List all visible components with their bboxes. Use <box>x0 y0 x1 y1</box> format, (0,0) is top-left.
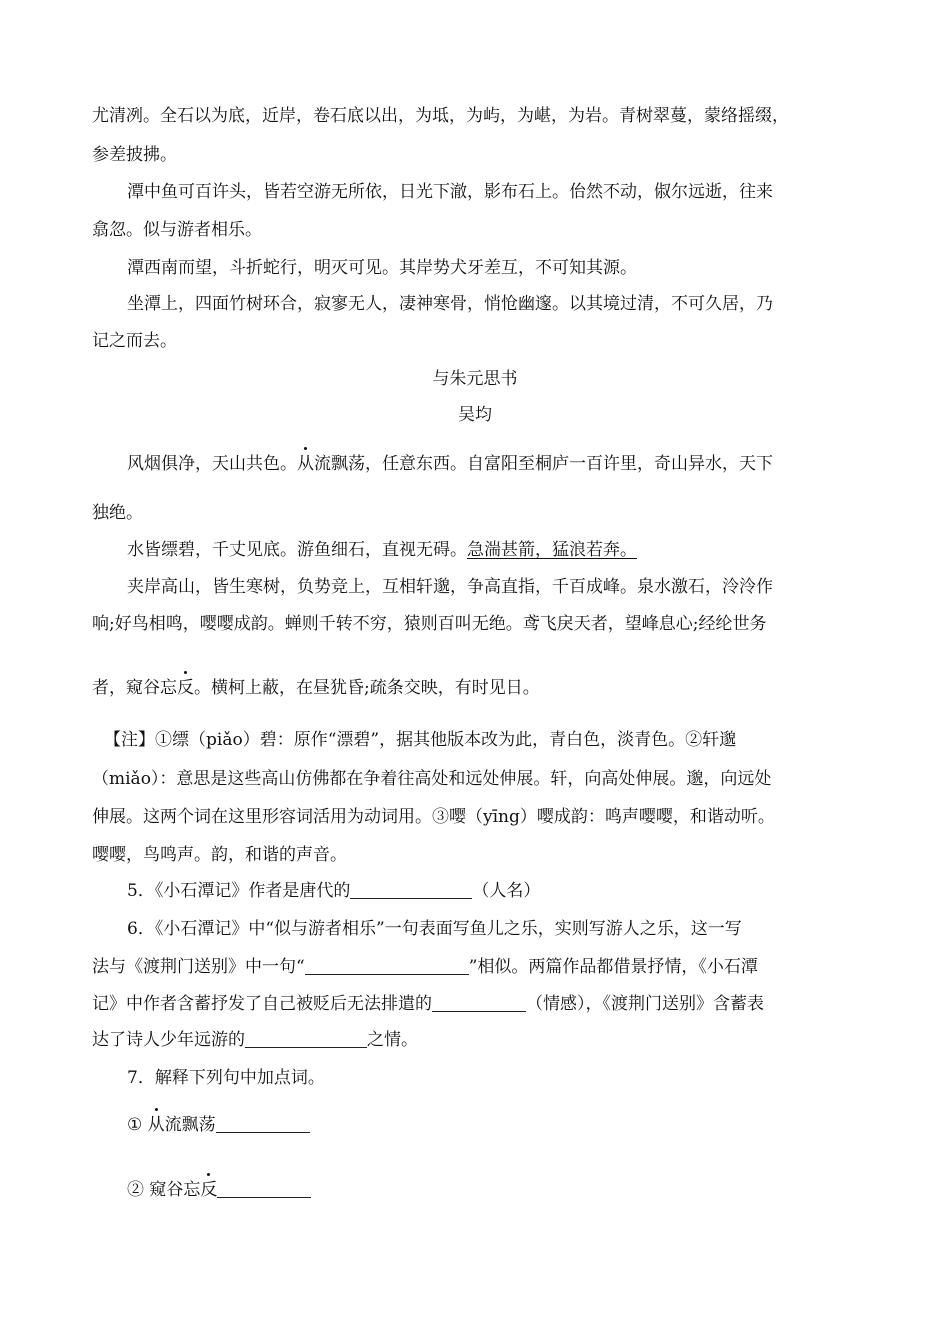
question-5 <box>127 879 540 903</box>
dotted-word: 从 <box>297 454 314 474</box>
dotted-word: 反 <box>177 678 194 698</box>
answer-blank[interactable] <box>305 956 469 975</box>
xiaoshitan-p4-line1: 坐潭上，四面竹树环合，寂寥无人，凄神寒骨，悄怆幽邃。以其境过清，不可久居，乃 <box>127 294 773 314</box>
answer-blank[interactable] <box>217 1179 311 1198</box>
text-segment: 流飘荡，任意东西。自富阳至桐庐一百许里，奇山异水，天下 <box>314 454 773 474</box>
note-line1: 【注】①缥（piǎo）碧：原作“漂碧”，据其他版本改为此，青白色，淡青色。②轩邈 <box>104 730 737 750</box>
answer-blank[interactable] <box>245 1029 367 1048</box>
xiaoshitan-p2-line1: 潭中鱼可百许头，皆若空游无所依，日光下澈，影布石上。佁然不动，俶尔远逝，往来 <box>127 182 773 202</box>
dotted-word: 反 <box>200 1180 218 1200</box>
underlined-sentence: 急湍甚箭，猛浪若奔。 <box>467 540 637 560</box>
yuzhu-p3-line2: 响;好鸟相鸣，嘤嘤成韵。蝉则千转不穷，猿则百叫无绝。鸢飞戾天者，望峰息心;经纶世务 <box>92 614 767 634</box>
text-segment: 。横柯上蔽，在昼犹昏;疏条交映，有时见日。 <box>194 678 540 698</box>
question-7: 7．解释下列句中加点词。 <box>127 1068 325 1088</box>
question-6-line1: 6．《小石潭记》中“似与游者相乐”一句表面写鱼儿之乐，实则写游人之乐，这一写 <box>127 919 742 939</box>
item-number: ② <box>127 1180 144 1200</box>
text-segment: 法与《渡荆门送别》中一句“ <box>92 957 305 977</box>
answer-blank[interactable] <box>432 993 526 1012</box>
answer-blank[interactable] <box>216 1114 310 1133</box>
question-7-item2 <box>127 1178 311 1202</box>
text-segment: 5．《小石潭记》作者是唐代的 <box>127 881 351 901</box>
text-segment: （人名） <box>472 881 541 901</box>
text-segment: 窥谷忘 <box>149 1180 201 1200</box>
xiaoshitan-p3: 潭西南而望，斗折蛇行，明灭可见。其岸势犬牙差互，不可知其源。 <box>127 258 637 278</box>
item-number: ① <box>127 1115 143 1135</box>
question-7-item1 <box>127 1113 310 1137</box>
essay-title: 与朱元思书 <box>432 369 518 389</box>
note-line2: （miǎo）：意思是这些高山仿佛都在争着往高处和远处伸展。轩，向高处伸展。邈，向远处 <box>92 769 772 789</box>
text-segment: 风烟俱净，天山共色。 <box>127 454 297 474</box>
text-segment: 达了诗人少年远游的 <box>92 1030 245 1050</box>
yuzhu-p3-line1: 夹岸高山，皆生寒树，负势竞上，互相轩邈，争高直指，千百成峰。泉水激石，泠泠作 <box>127 577 773 597</box>
xiaoshitan-p1-line1: 尤清冽。全石以为底，近岸，卷石底以出，为坻，为屿，为嵁，为岩。青树翠蔓，蒙络摇缀， <box>92 106 789 126</box>
question-6-line3 <box>92 992 764 1016</box>
question-6-line4 <box>92 1028 418 1052</box>
text-segment: ”相似。两篇作品都借景抒情，《小石潭 <box>468 957 758 977</box>
yuzhu-p1-line2: 独绝。 <box>92 503 143 523</box>
note-line4: 嘤嘤，鸟鸣声。韵，和谐的声音。 <box>92 845 347 865</box>
question-6-line2 <box>92 955 758 979</box>
xiaoshitan-p4-line2: 记之而去。 <box>92 331 177 351</box>
text-segment: 之情。 <box>367 1030 418 1050</box>
text-segment: 水皆缥碧，千丈见底。游鱼细石，直视无碍。 <box>127 540 467 560</box>
xiaoshitan-p2-line2: 翕忽。似与游者相乐。 <box>92 220 262 240</box>
text-segment: （情感），《渡荆门送别》含蓄表 <box>526 994 764 1014</box>
text-segment: 流飘荡 <box>164 1115 216 1135</box>
dotted-word: 从 <box>147 1115 165 1135</box>
yuzhu-p2 <box>127 538 637 562</box>
note-line3: 伸展。这两个词在这里形容词活用为动词用。③嘤（yīng）嘤成韵：鸣声嘤嘤，和谐动听。 <box>92 807 775 827</box>
yuzhu-p3-line3 <box>92 676 540 700</box>
text-segment: 记》中作者含蓄抒发了自己被贬后无法排遣的 <box>92 994 432 1014</box>
yuzhu-p1-line1 <box>127 452 773 476</box>
essay-author: 吴均 <box>458 405 492 425</box>
xiaoshitan-p1-line2: 参差披拂。 <box>92 145 177 165</box>
text-segment: 者，窥谷忘 <box>92 678 177 698</box>
answer-blank[interactable] <box>350 880 472 899</box>
